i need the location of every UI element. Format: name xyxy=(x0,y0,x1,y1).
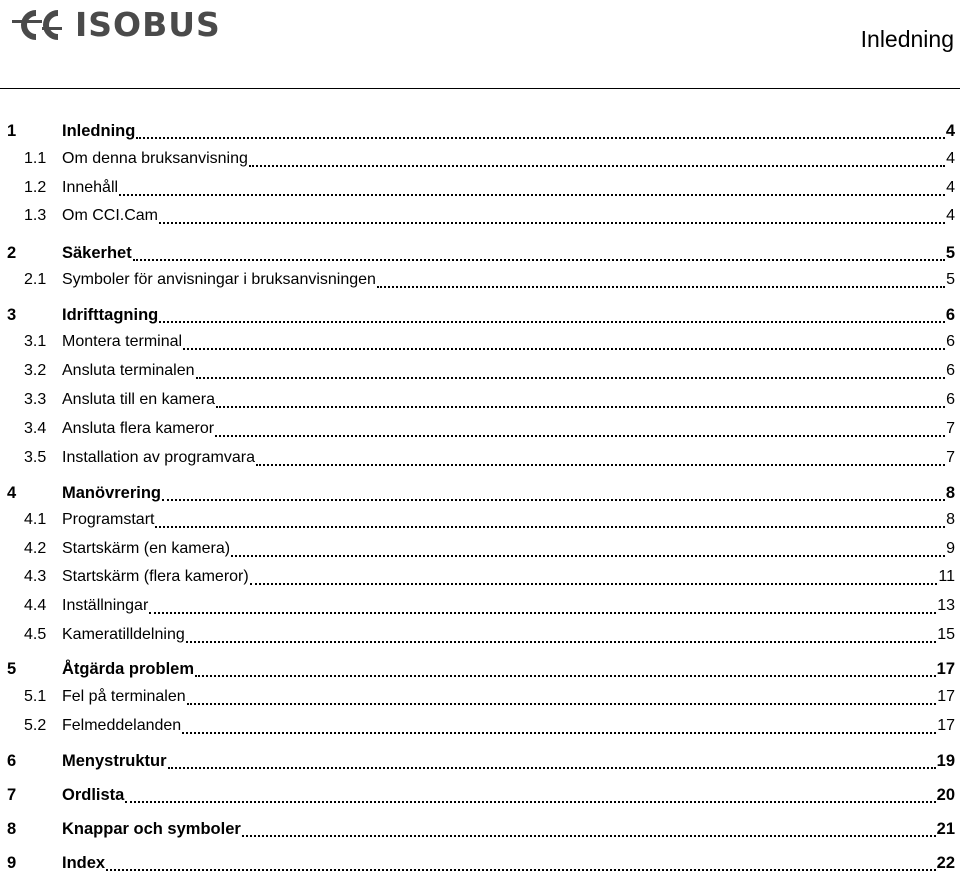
toc-section-entry[interactable] xyxy=(0,687,955,709)
toc-dot-leader xyxy=(187,703,937,705)
toc-entry-page-number: 15 xyxy=(937,626,955,643)
toc-entry-title: Menystruktur xyxy=(62,752,167,770)
toc-section-entry[interactable] xyxy=(0,332,955,354)
toc-entry-title: Programstart xyxy=(62,511,155,528)
toc-entry-title: Knappar och symboler xyxy=(62,820,241,838)
toc-section-entry[interactable] xyxy=(0,390,955,412)
toc-entry-number: 9 xyxy=(7,854,17,872)
toc-entry-number: 3.1 xyxy=(24,333,47,350)
toc-dot-leader xyxy=(196,377,946,379)
toc-section-entry[interactable] xyxy=(0,149,955,171)
toc-entry-number: 5.2 xyxy=(24,717,47,734)
toc-section-entry[interactable] xyxy=(0,448,955,470)
toc-entry-page-number: 17 xyxy=(937,688,955,705)
toc-entry-page-number: 8 xyxy=(946,511,955,528)
toc-entry-title: Felmeddelanden xyxy=(62,717,182,734)
toc-entry-title: Åtgärda problem xyxy=(62,660,195,678)
toc-dot-leader xyxy=(242,835,936,837)
toc-entry-page-number: 8 xyxy=(945,484,955,502)
toc-entry-number: 5.1 xyxy=(24,688,47,705)
toc-dot-leader xyxy=(249,165,945,167)
toc-chapter-entry[interactable] xyxy=(0,305,955,327)
toc-dot-leader xyxy=(186,641,936,643)
toc-section-entry[interactable] xyxy=(0,361,955,383)
toc-entry-title: Installation av programvara xyxy=(62,449,255,466)
toc-entry-number: 4.1 xyxy=(24,511,47,528)
toc-entry-title: Innehåll xyxy=(62,179,119,196)
toc-dot-leader xyxy=(106,869,936,871)
logo-wordmark: ISOBUS xyxy=(75,5,221,44)
toc-dot-leader xyxy=(183,348,945,350)
toc-entry-page-number: 21 xyxy=(936,820,955,838)
toc-entry-title: Fel på terminalen xyxy=(62,688,186,705)
toc-entry-number: 4.2 xyxy=(24,540,47,557)
toc-entry-title: Symboler för anvisningar i bruksanvisningen xyxy=(62,271,376,288)
toc-dot-leader xyxy=(377,286,945,288)
toc-entry-page-number: 7 xyxy=(946,449,955,466)
toc-chapter-entry[interactable] xyxy=(0,785,955,807)
toc-entry-number: 3.4 xyxy=(24,420,47,437)
toc-dot-leader xyxy=(133,259,945,261)
toc-section-entry[interactable] xyxy=(0,206,955,228)
toc-section-entry[interactable] xyxy=(0,178,955,200)
toc-section-entry[interactable] xyxy=(0,716,955,738)
toc-entry-page-number: 6 xyxy=(945,306,955,324)
toc-entry-page-number: 6 xyxy=(946,391,955,408)
toc-entry-page-number: 6 xyxy=(946,362,955,379)
toc-dot-leader xyxy=(159,222,945,224)
toc-chapter-entry[interactable] xyxy=(0,243,955,265)
toc-dot-leader xyxy=(119,194,945,196)
toc-entry-number: 6 xyxy=(7,752,17,770)
toc-entry-title: Inställningar xyxy=(62,597,149,614)
toc-entry-title: Ansluta flera kameror xyxy=(62,420,215,437)
toc-entry-title: Startskärm (en kamera) xyxy=(62,540,231,557)
toc-entry-number: 4.3 xyxy=(24,568,47,585)
page-title: Inledning xyxy=(860,26,954,52)
toc-entry-page-number: 4 xyxy=(946,207,955,224)
toc-entry-title: Inledning xyxy=(62,122,136,140)
toc-section-entry[interactable] xyxy=(0,419,955,441)
toc-entry-page-number: 4 xyxy=(945,122,955,140)
toc-entry-title: Manövrering xyxy=(62,484,162,502)
toc-entry-number: 4.4 xyxy=(24,597,47,614)
toc-dot-leader xyxy=(231,555,945,557)
toc-entry-page-number: 5 xyxy=(946,271,955,288)
toc-section-entry[interactable] xyxy=(0,539,955,561)
toc-entry-number: 1.3 xyxy=(24,207,47,224)
toc-entry-page-number: 11 xyxy=(938,568,955,585)
toc-dot-leader xyxy=(182,732,936,734)
toc-entry-page-number: 9 xyxy=(946,540,955,557)
toc-entry-number: 4 xyxy=(7,484,17,502)
toc-chapter-entry[interactable] xyxy=(0,659,955,681)
toc-entry-title: Om CCI.Cam xyxy=(62,207,158,224)
toc-entry-page-number: 13 xyxy=(937,597,955,614)
toc-dot-leader xyxy=(256,464,945,466)
toc-entry-title: Säkerhet xyxy=(62,244,132,262)
toc-dot-leader xyxy=(149,612,936,614)
toc-entry-title: Kameratilldelning xyxy=(62,626,185,643)
toc-entry-page-number: 17 xyxy=(937,717,955,734)
toc-entry-number: 3.3 xyxy=(24,391,47,408)
toc-entry-page-number: 20 xyxy=(936,786,955,804)
toc-entry-title: Idrifttagning xyxy=(62,306,159,324)
toc-entry-page-number: 4 xyxy=(946,150,955,167)
toc-dot-leader xyxy=(216,406,945,408)
toc-dot-leader xyxy=(159,321,945,323)
toc-section-entry[interactable] xyxy=(0,596,955,618)
toc-entry-number: 1 xyxy=(7,122,17,140)
toc-entry-number: 7 xyxy=(7,786,17,804)
toc-entry-title: Montera terminal xyxy=(62,333,183,350)
toc-entry-number: 1.1 xyxy=(24,150,47,167)
toc-entry-number: 8 xyxy=(7,820,17,838)
toc-chapter-entry[interactable] xyxy=(0,751,955,773)
toc-chapter-entry[interactable] xyxy=(0,853,955,875)
toc-entry-number: 2.1 xyxy=(24,271,47,288)
toc-dot-leader xyxy=(168,767,936,769)
toc-dot-leader xyxy=(250,583,938,585)
toc-entry-title: Ansluta till en kamera xyxy=(62,391,215,408)
toc-dot-leader xyxy=(162,499,945,501)
toc-entry-number: 4.5 xyxy=(24,626,47,643)
toc-dot-leader xyxy=(155,526,945,528)
toc-entry-page-number: 17 xyxy=(936,660,955,678)
toc-section-entry[interactable] xyxy=(0,510,955,532)
toc-entry-page-number: 5 xyxy=(945,244,955,262)
toc-entry-title: Ordlista xyxy=(62,786,125,804)
toc-dot-leader xyxy=(215,435,945,437)
toc-entry-title: Ansluta terminalen xyxy=(62,362,195,379)
toc-entry-number: 5 xyxy=(7,660,17,678)
toc-entry-page-number: 7 xyxy=(946,420,955,437)
toc-entry-number: 3 xyxy=(7,306,17,324)
toc-entry-title: Om denna bruksanvisning xyxy=(62,150,248,167)
toc-entry-title: Index xyxy=(62,854,106,872)
toc-section-entry[interactable] xyxy=(0,270,955,292)
toc-entry-number: 3.2 xyxy=(24,362,47,379)
toc-entry-number: 3.5 xyxy=(24,449,47,466)
toc-chapter-entry[interactable] xyxy=(0,121,955,143)
toc-entry-page-number: 4 xyxy=(946,179,955,196)
toc-dot-leader xyxy=(195,675,936,677)
toc-section-entry[interactable] xyxy=(0,567,955,589)
toc-entry-page-number: 19 xyxy=(936,752,955,770)
toc-entry-number: 1.2 xyxy=(24,179,47,196)
toc-dot-leader xyxy=(125,801,935,803)
toc-entry-page-number: 6 xyxy=(946,333,955,350)
toc-dot-leader xyxy=(136,137,944,139)
toc-entry-number: 2 xyxy=(7,244,17,262)
toc-chapter-entry[interactable] xyxy=(0,483,955,505)
toc-entry-page-number: 22 xyxy=(936,854,955,872)
toc-entry-title: Startskärm (flera kameror) xyxy=(62,568,249,585)
toc-section-entry[interactable] xyxy=(0,625,955,647)
toc-chapter-entry[interactable] xyxy=(0,819,955,841)
